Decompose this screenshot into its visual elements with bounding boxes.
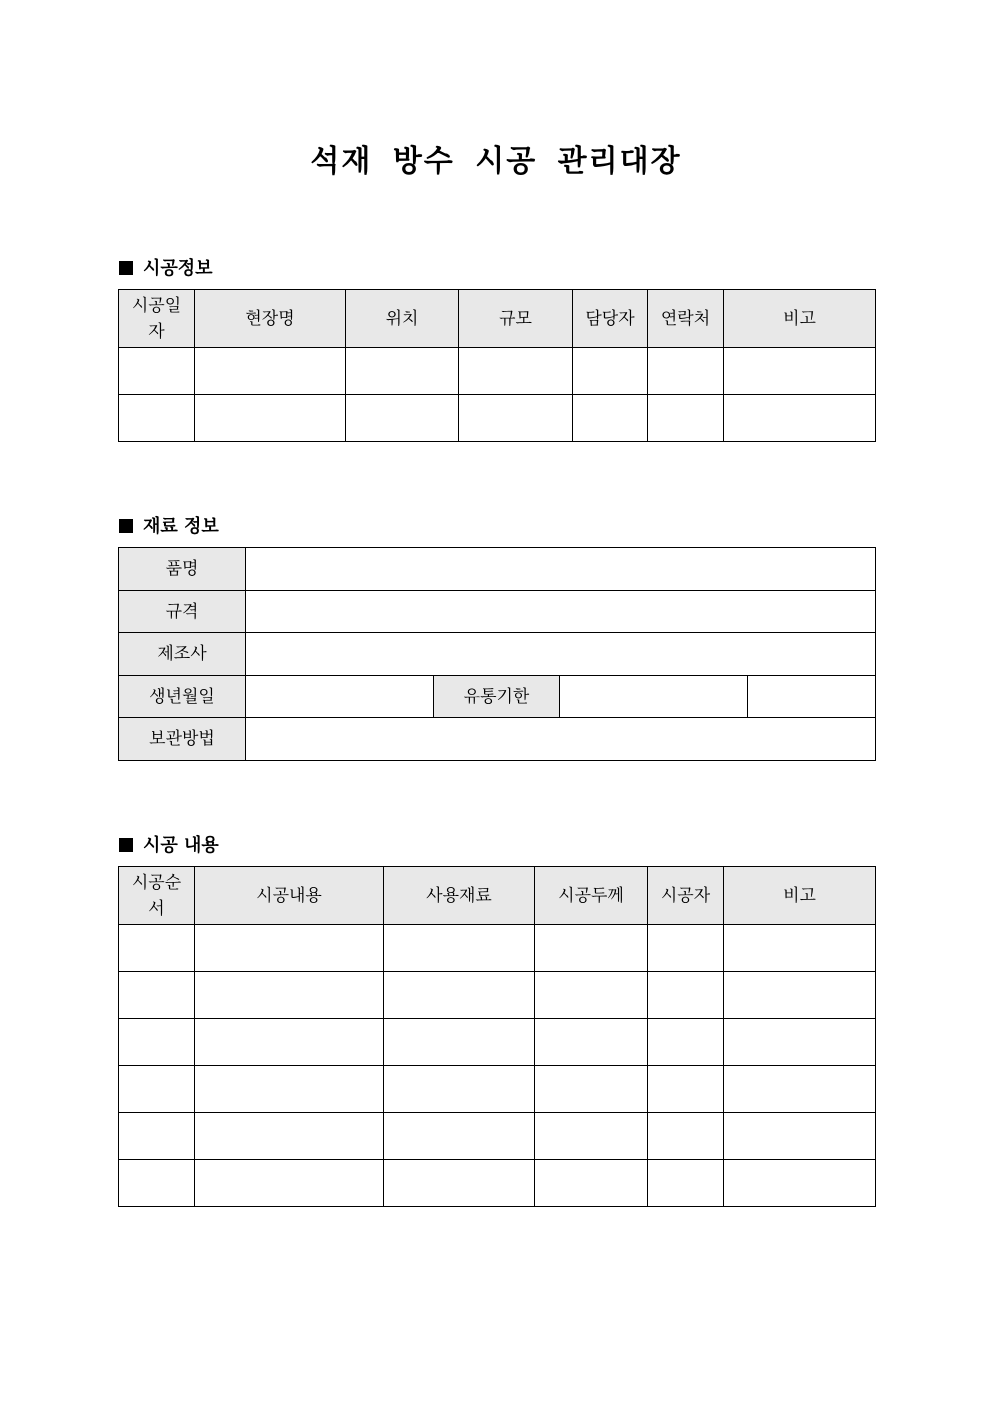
header-cell: 비고 — [724, 290, 876, 348]
label-storage: 보관방법 — [119, 718, 246, 761]
data-cell[interactable] — [724, 1113, 876, 1160]
table-row — [119, 548, 876, 591]
table-header-row — [119, 290, 876, 348]
data-cell[interactable] — [724, 972, 876, 1019]
table-row — [119, 395, 876, 442]
data-cell[interactable] — [535, 1066, 648, 1113]
data-cell[interactable] — [535, 1113, 648, 1160]
data-cell[interactable] — [535, 1019, 648, 1066]
data-cell[interactable] — [346, 348, 459, 395]
section-heading-label: 재료 정보 — [143, 516, 219, 537]
data-cell[interactable] — [195, 925, 384, 972]
data-cell[interactable] — [384, 1113, 535, 1160]
construction-details-table — [118, 866, 876, 1207]
extra-value-cell[interactable] — [748, 676, 876, 718]
section-heading-construction-info — [119, 254, 213, 280]
data-cell[interactable] — [195, 1066, 384, 1113]
table-row — [119, 633, 876, 676]
label-maker: 제조사 — [119, 633, 246, 676]
table-header-row — [119, 867, 876, 925]
label-expiry: 유통기한 — [434, 676, 560, 718]
header-cell: 사용재료 — [384, 867, 535, 925]
data-cell[interactable] — [573, 348, 648, 395]
section-heading-label: 시공 내용 — [143, 835, 219, 856]
data-cell[interactable] — [724, 1160, 876, 1207]
page-title: 석재 방수 시공 관리대장 — [310, 144, 682, 179]
data-cell[interactable] — [724, 395, 876, 442]
header-cell: 시공내용 — [195, 867, 384, 925]
data-cell[interactable] — [648, 925, 724, 972]
section-heading-material-info — [119, 512, 219, 538]
label-spec: 규격 — [119, 591, 246, 633]
table-row — [119, 1019, 876, 1066]
label-mfg-date: 생년월일 — [119, 676, 246, 718]
data-cell[interactable] — [119, 1019, 195, 1066]
data-cell[interactable] — [195, 1113, 384, 1160]
data-cell[interactable] — [459, 348, 573, 395]
material-info-table — [118, 547, 876, 761]
data-cell[interactable] — [535, 1160, 648, 1207]
data-cell[interactable] — [724, 1066, 876, 1113]
data-cell[interactable] — [346, 395, 459, 442]
data-cell[interactable] — [195, 1160, 384, 1207]
expiry-value-cell[interactable] — [560, 676, 748, 718]
header-cell: 담당자 — [573, 290, 648, 348]
header-cell: 시공두께 — [535, 867, 648, 925]
header-cell: 연락처 — [648, 290, 724, 348]
data-cell[interactable] — [119, 395, 195, 442]
table-row — [119, 1113, 876, 1160]
table-row — [119, 1160, 876, 1207]
data-cell[interactable] — [384, 1019, 535, 1066]
table-row — [119, 972, 876, 1019]
table-row — [119, 1066, 876, 1113]
section-heading-label: 시공정보 — [143, 258, 213, 279]
table-row — [119, 591, 876, 633]
header-cell: 시공일 자 — [119, 290, 195, 348]
data-cell[interactable] — [648, 1019, 724, 1066]
spec-value-cell[interactable] — [246, 591, 876, 633]
square-bullet-icon — [119, 838, 133, 852]
data-cell[interactable] — [384, 1160, 535, 1207]
square-bullet-icon — [119, 261, 133, 275]
data-cell[interactable] — [119, 972, 195, 1019]
data-cell[interactable] — [535, 925, 648, 972]
section-heading-construction-details — [119, 831, 219, 857]
data-cell[interactable] — [724, 348, 876, 395]
data-cell[interactable] — [195, 348, 346, 395]
data-cell[interactable] — [119, 348, 195, 395]
header-cell: 규모 — [459, 290, 573, 348]
table-row — [119, 348, 876, 395]
data-cell[interactable] — [535, 972, 648, 1019]
data-cell[interactable] — [119, 1160, 195, 1207]
square-bullet-icon — [119, 519, 133, 533]
data-cell[interactable] — [573, 395, 648, 442]
data-cell[interactable] — [384, 1066, 535, 1113]
data-cell[interactable] — [648, 1160, 724, 1207]
data-cell[interactable] — [648, 972, 724, 1019]
table-row — [119, 718, 876, 761]
storage-value-cell[interactable] — [246, 718, 876, 761]
data-cell[interactable] — [459, 395, 573, 442]
header-cell: 현장명 — [195, 290, 346, 348]
product-value-cell[interactable] — [246, 548, 876, 591]
data-cell[interactable] — [724, 1019, 876, 1066]
data-cell[interactable] — [195, 395, 346, 442]
data-cell[interactable] — [195, 972, 384, 1019]
data-cell[interactable] — [119, 925, 195, 972]
data-cell[interactable] — [195, 1019, 384, 1066]
data-cell[interactable] — [648, 1113, 724, 1160]
data-cell[interactable] — [648, 348, 724, 395]
data-cell[interactable] — [384, 972, 535, 1019]
header-cell: 시공순 서 — [119, 867, 195, 925]
data-cell[interactable] — [648, 395, 724, 442]
construction-info-table — [118, 289, 876, 442]
mfg-date-value-cell[interactable] — [246, 676, 434, 718]
data-cell[interactable] — [119, 1066, 195, 1113]
data-cell[interactable] — [648, 1066, 724, 1113]
header-cell: 위치 — [346, 290, 459, 348]
data-cell[interactable] — [119, 1113, 195, 1160]
table-row — [119, 925, 876, 972]
data-cell[interactable] — [384, 925, 535, 972]
header-cell: 시공자 — [648, 867, 724, 925]
data-cell[interactable] — [724, 925, 876, 972]
label-product: 품명 — [119, 548, 246, 591]
table-row — [119, 676, 876, 718]
header-cell: 비고 — [724, 867, 876, 925]
maker-value-cell[interactable] — [246, 633, 876, 676]
